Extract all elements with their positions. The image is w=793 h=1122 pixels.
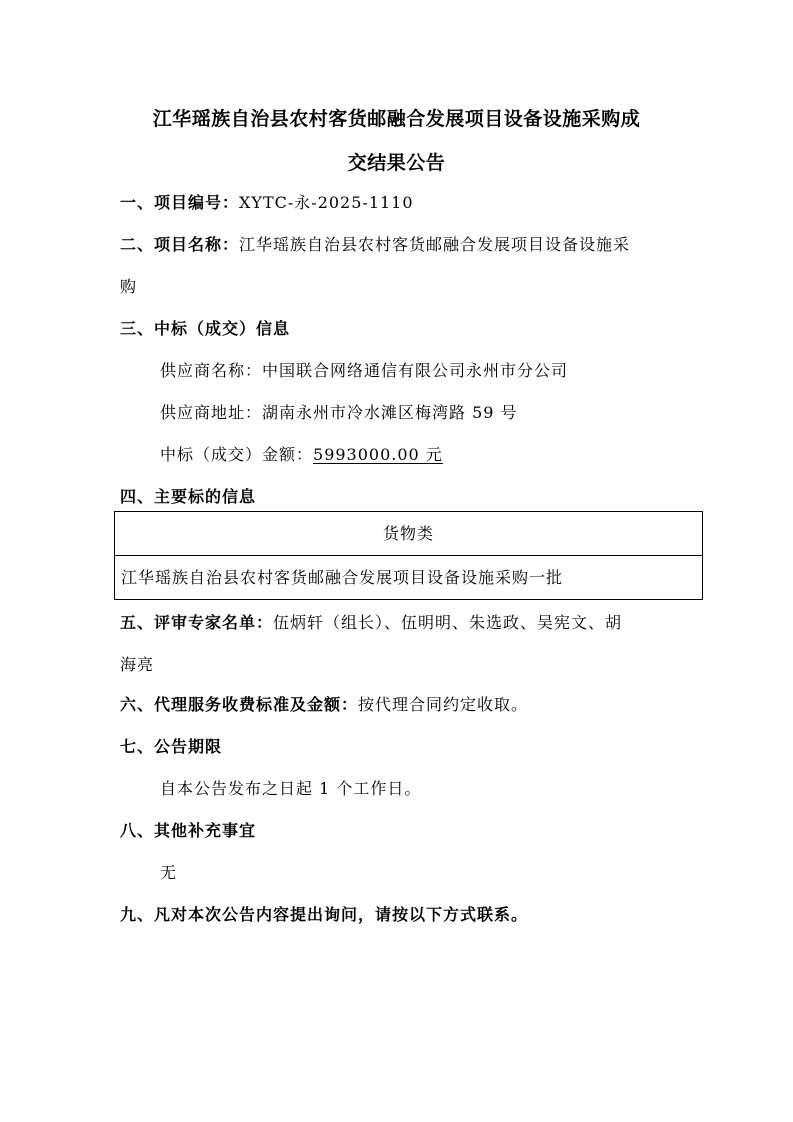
experts-label: 五、评审专家名单： [120,613,274,632]
project-number-line [120,190,414,213]
project-number-value: XYTC-永-2025-1110 [239,193,414,212]
other-matters-body: 无 [160,863,178,882]
project-name-value: 江华瑶族自治县农村客货邮融合发展项目设备设施采 [239,235,631,254]
agency-fee-label: 六、代理服务收费标准及金额： [120,695,359,714]
experts-value: 伍炳轩（组长）、伍明明、朱选政、吴宪文、胡 [273,613,623,632]
supplier-address-label: 供应商地址： [160,403,263,422]
subject-info-heading: 四、主要标的信息 [120,487,257,506]
announcement-period-body: 自本公告发布之日起 1 个工作日。 [160,779,422,798]
announcement-period-heading: 七、公告期限 [120,737,223,756]
experts-line [120,610,622,633]
contact-heading: 九、凡对本次公告内容提出询问，请按以下方式联系。 [120,905,529,924]
table-row: 江华瑶族自治县农村客货邮融合发展项目设备设施采购一批 [121,568,564,587]
award-amount-line [160,442,443,465]
award-amount-label: 中标（成交）金额： [160,445,314,464]
award-info-heading: 三、中标（成交）信息 [120,319,291,338]
experts-value-continued: 海亮 [120,655,155,674]
supplier-name-value: 中国联合网络通信有限公司永州市分公司 [262,361,569,380]
agency-fee-value: 按代理合同约定收取。 [358,695,529,714]
document-title-line2: 交结果公告 [347,152,446,174]
award-amount-value: 5993000.00 元 [313,445,443,464]
supplier-address-value: 湖南永州市冷水滩区梅湾路 59 号 [262,403,518,422]
project-name-label: 二、项目名称： [120,235,240,254]
project-name-value-continued: 购 [120,277,138,296]
supplier-name-label: 供应商名称： [160,361,263,380]
table-header-cell: 货物类 [115,512,702,556]
project-name-line [120,232,630,255]
agency-fee-line [120,692,528,715]
project-number-label: 一、项目编号： [120,193,240,212]
supplier-address-line [160,400,518,423]
document-title-line1: 江华瑶族自治县农村客货邮融合发展项目设备设施采购成 [152,108,641,130]
other-matters-heading: 八、其他补充事宜 [120,821,257,840]
subject-info-table [114,511,703,600]
supplier-name-line [160,358,568,381]
